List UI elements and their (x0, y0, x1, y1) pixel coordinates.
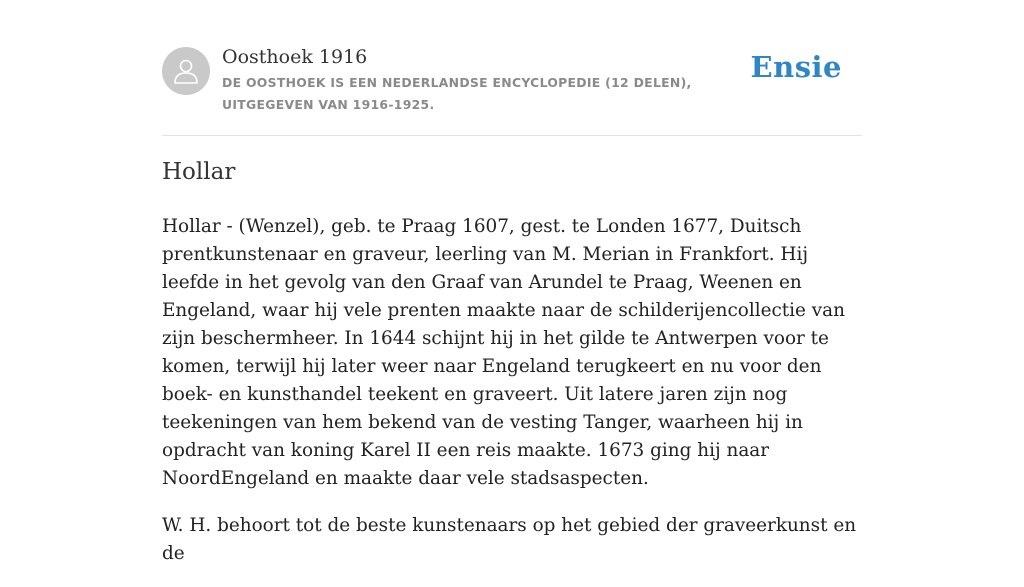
article-paragraph: W. H. behoort tot de beste kunstenaars op het gebied der graveerkunst en de (162, 515, 857, 564)
article-body (162, 213, 862, 587)
article-paragraph: Hollar - (Wenzel), geb. te Praag 1607, gest. te Londen 1677, Duitsch prentkunstenaar en graveur, leerling van M. Merian in Frankfort. Hij leefde in het gevolg van den Graaf van Arundel te Praag, Weenen en Engeland, waar hij vele prenten maakte naar de schilderijencollectie van zijn beschermheer. In 1644 schijnt hij in het gilde te Antwerpen voor te komen, terwijl hij later weer naar Engeland terugkeert en nu voor den boek- en kunsthandel teekent en graveert. Uit latere jaren zijn nog teekeningen van hem bekend van de vesting Tanger, waarheen hij in opdracht van koning Karel II een reis maakte. 1673 ging hij naar NoordEngeland en maakte daar vele stadsaspecten. (162, 216, 845, 489)
source-title[interactable]: Oosthoek 1916 (222, 46, 368, 68)
source-header (162, 0, 862, 136)
ensie-logo[interactable]: Ensie (750, 50, 842, 84)
source-avatar[interactable] (162, 47, 210, 95)
page-title: Hollar (162, 159, 236, 185)
source-description: DE OOSTHOEK IS EEN NEDERLANDSE ENCYCLOPEDIE (12 DELEN), UITGEGEVEN VAN 1916-1925. (222, 75, 692, 112)
page-container (162, 0, 862, 564)
user-icon (171, 56, 201, 86)
